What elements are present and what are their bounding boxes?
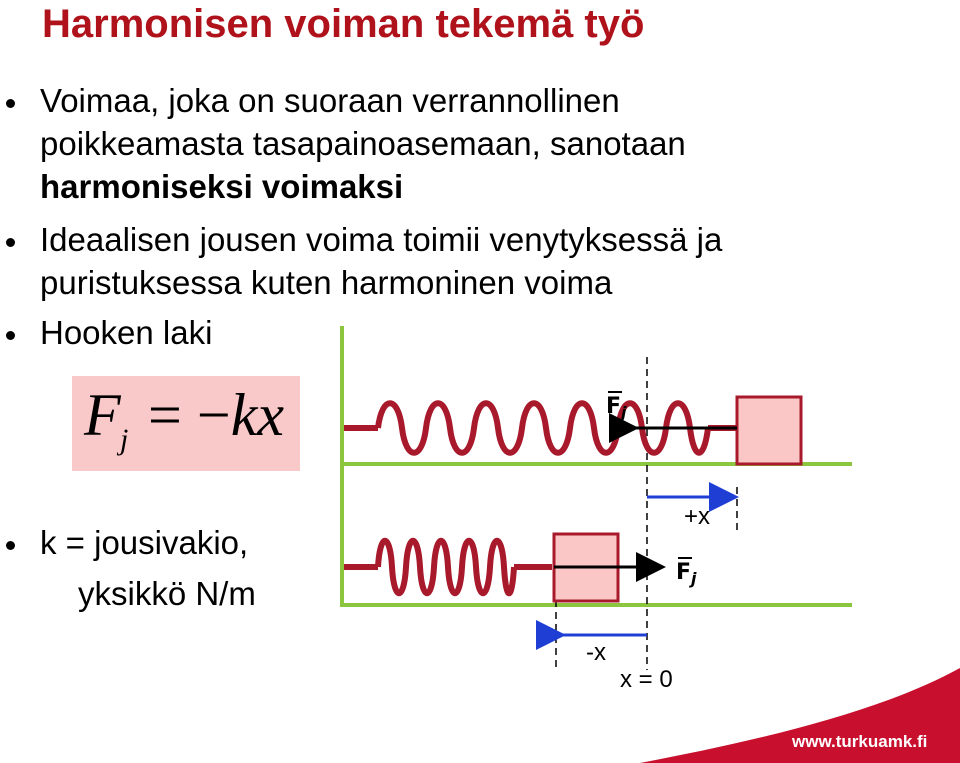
- minus-x-label: -x: [586, 639, 606, 666]
- bullet-1-line-3: harmoniseksi voimaksi: [40, 168, 404, 205]
- force-label-bottom: $F_j$: [676, 562, 697, 587]
- slide-title: Harmonisen voiman tekemä työ: [42, 2, 645, 46]
- bullet-4-text: k = jousivakio,: [40, 524, 249, 561]
- formula-kx: kx: [230, 382, 284, 448]
- floor-bottom: [340, 603, 852, 607]
- formula-force-subscript: j: [120, 423, 129, 456]
- bullet-2-line-2: puristuksessa kuten harmoninen voima: [40, 264, 613, 301]
- plus-x-label: +x: [684, 503, 711, 530]
- spring-bottom-coil: [378, 541, 514, 594]
- bullet-2-line-1: Ideaalisen jousen voima toimii venytyksessä ja: [40, 221, 723, 258]
- formula-equals: = −: [148, 382, 231, 448]
- vector-bar: [678, 557, 692, 559]
- bullet-1-line-1: Voimaa, joka on suoraan verrannollinen: [40, 82, 620, 119]
- bullet-1-line-2: poikkeamasta tasapainoasemaan, sanotaan: [40, 125, 686, 162]
- bullet-3-line-1: Hooken laki: [40, 314, 213, 351]
- block-top: [737, 397, 801, 464]
- vector-bar: [608, 391, 622, 393]
- formula-force-symbol: F: [84, 382, 121, 448]
- footer-url[interactable]: www.turkuamk.fi: [792, 732, 928, 751]
- bullet-4-line-2: yksikkö N/m: [78, 575, 256, 612]
- zero-label: x = 0: [620, 666, 673, 693]
- wall: [340, 326, 344, 607]
- force-label-top: $F_j$: [606, 396, 627, 421]
